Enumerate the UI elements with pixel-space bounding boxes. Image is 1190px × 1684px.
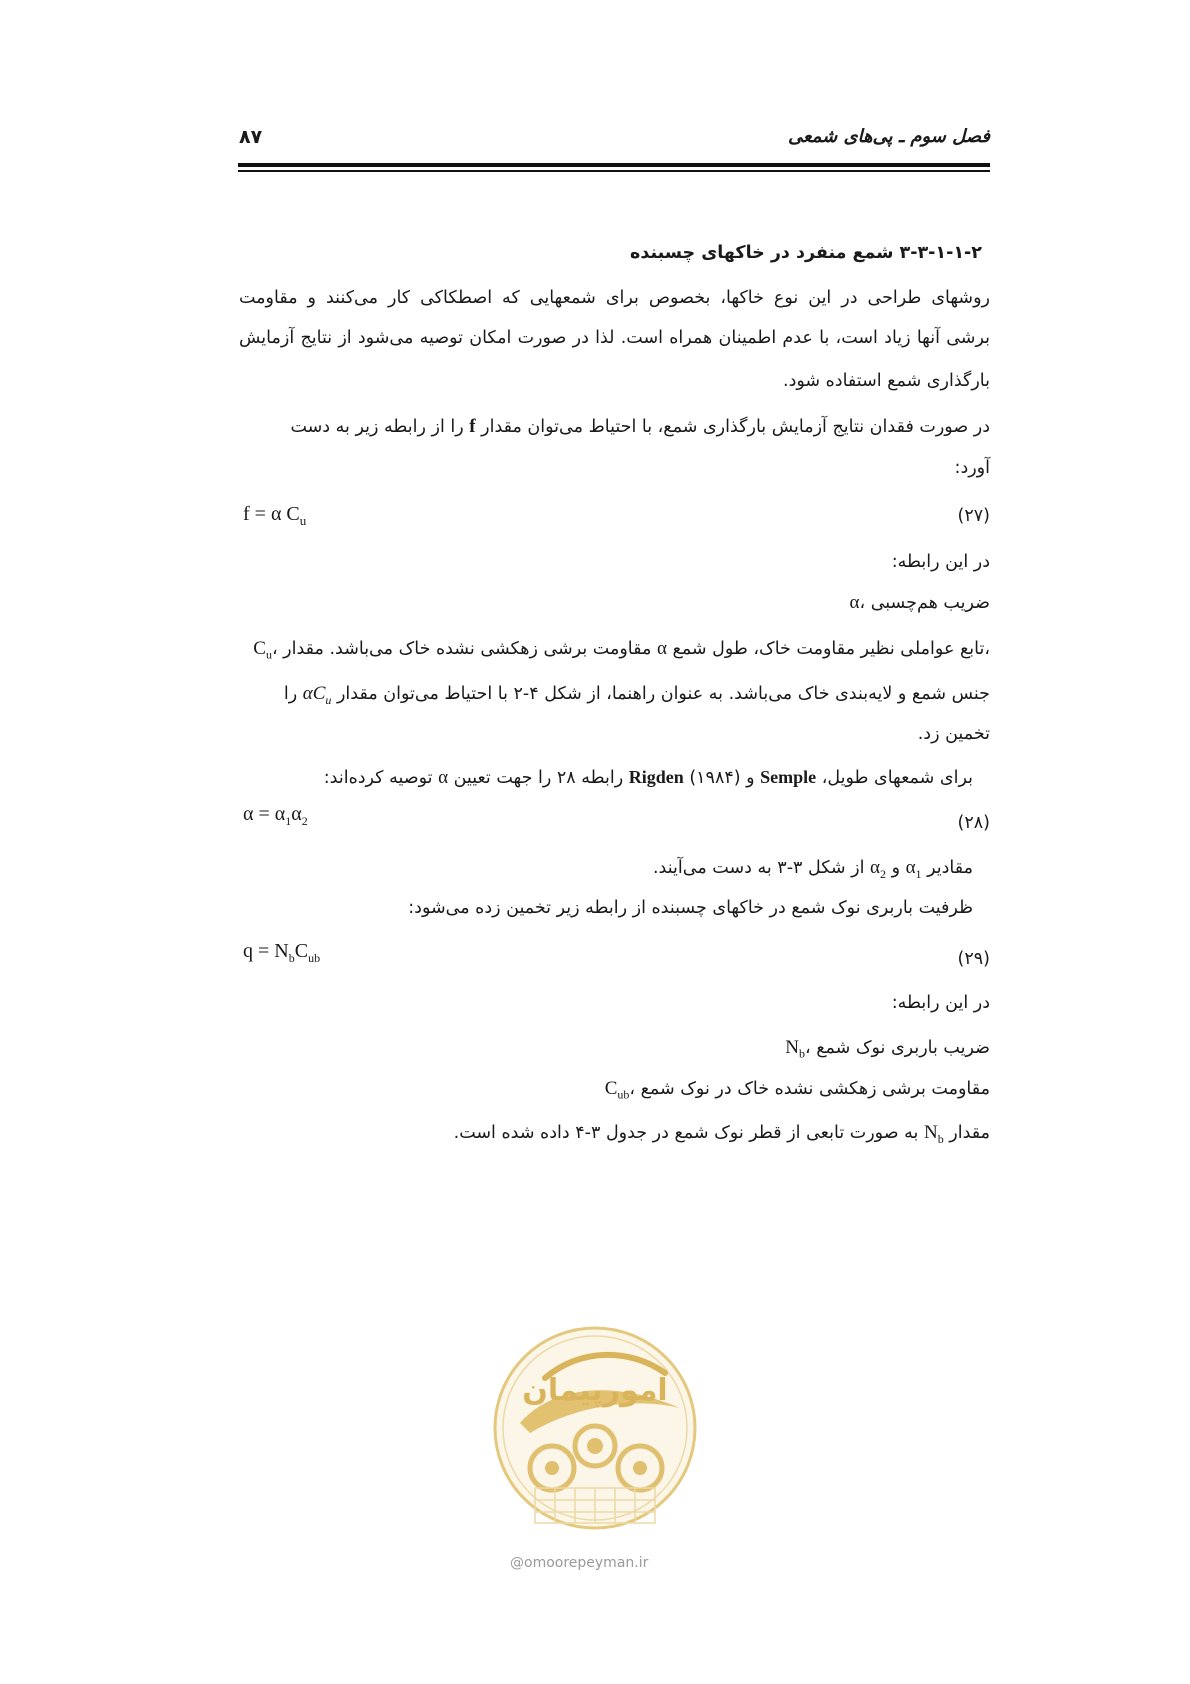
- chapter-title: فصل سوم ـ پی‌های شمعی: [788, 126, 990, 147]
- at-icon: @: [510, 1555, 524, 1571]
- header-rule-thin: [238, 170, 990, 172]
- where-label: در این رابطه:: [891, 993, 990, 1013]
- section-heading: ۳-۳-۱-۱-۲ شمع منفرد در خاکهای چسبنده: [630, 243, 982, 263]
- paragraph-line: آورد:: [954, 458, 990, 478]
- paragraph-line: ظرفیت باربری نوک شمع در خاکهای چسبنده از رابطه زیر تخمین زده می‌شود:: [408, 898, 973, 918]
- equation-number-28: (۲۸): [957, 813, 990, 833]
- equation-number-27: (۲۷): [957, 506, 990, 526]
- equation-number-29: (۲۹): [957, 949, 990, 969]
- formula-29: $q = N_bC_{ub}$: [243, 940, 321, 965]
- header-rule-thick: [238, 163, 990, 167]
- alpha-values-line: مقادیر $\alpha_1$ و $\alpha_2$ از شکل ۳-۳ به دست می‌آیند.: [652, 857, 973, 881]
- nb-definition: $N_b،$ ضریب باربری نوک شمع: [785, 1037, 990, 1061]
- nb-value-line: مقدار $N_b$ به صورت تابعی از قطر نوک شمع در جدول ۳-۴ داده شده است.: [453, 1122, 990, 1146]
- paragraph-line: در صورت فقدان نتایج آزمایش بارگذاری شمع، با احتیاط می‌توان مقدار f را از رابطه زیر به دست: [290, 416, 990, 437]
- cu-definition: $C_u،$ مقاومت برشی زهکشی نشده خاک می‌باشد. مقدار α تابع عواملی نظیر مقاومت خاک، طول شمع،: [253, 638, 990, 662]
- paragraph-line: برشی آنها زیاد است، با عدم اطمینان همراه است. لذا در صورت امکان توصیه می‌شود از نتایج آزمایش: [239, 328, 990, 348]
- page-number: ۸۷: [239, 126, 263, 148]
- paragraph-line: برای شمعهای طویل، Semple و Rigden (۱۹۸۴) رابطه ۲۸ را جهت تعیین α توصیه کرده‌اند:: [323, 767, 973, 788]
- alpha-definition: α، ضریب هم‌چسبی: [849, 592, 990, 613]
- svg-text:امورپیمان: امورپیمان: [522, 1373, 668, 1408]
- where-label: در این رابطه:: [891, 552, 990, 572]
- formula-27: f = α $C_u$: [243, 503, 307, 528]
- paragraph-line: جنس شمع و لایه‌بندی خاک می‌باشد. به عنوان راهنما، از شکل ۴-۲ با احتیاط می‌توان مقدار $\alpha C_u$ را: [283, 683, 990, 707]
- paragraph-line: روشهای طراحی در این نوع خاکها، بخصوص برای شمعهایی که اصطکاکی کار می‌کنند و مقاومت: [239, 288, 990, 308]
- paragraph-line: تخمین زد.: [917, 724, 990, 744]
- publisher-logo: [490, 1318, 700, 1550]
- paragraph-line: بارگذاری شمع استفاده شود.: [783, 371, 990, 391]
- formula-28: $\alpha = \alpha_1\alpha_2$: [243, 803, 308, 828]
- cub-definition: $C_{ub}،$ مقاومت برشی زهکشی نشده خاک در نوک شمع: [604, 1078, 990, 1102]
- logo-emblem-icon: [490, 1318, 700, 1550]
- website-url: @omoorepeyman.ir: [510, 1555, 649, 1571]
